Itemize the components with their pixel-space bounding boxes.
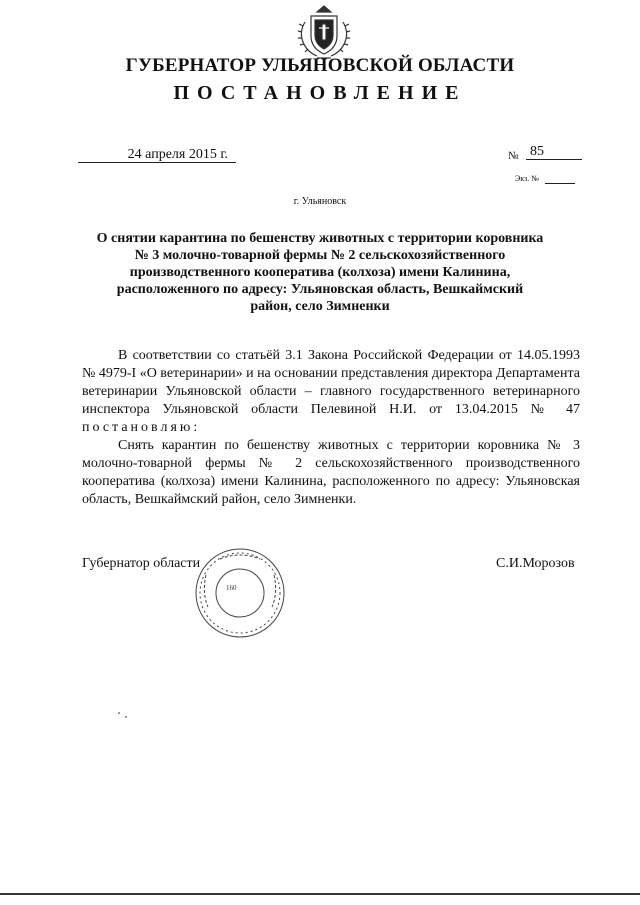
paragraph-decision: Снять карантин по бешенству животных с территории коровника № 3 молочно-товарной фермы № 2 сельскохозяйственного производственного кооператива (колхоза) имени Калинина, расположенного по адресу: Ульяновская область, Вешкаймский район, село Зимненки. <box>82 438 580 507</box>
document-subject: О снятии карантина по бешенству животных с территории коровника № 3 молочно-товарной фермы № 2 сельскохозяйственного производственного кооператива (колхоза) имени Калинина, расположенного по адресу: Ульяновская область, Вешкаймский район, село Зимненки <box>96 231 544 314</box>
page-edge-line <box>0 893 640 895</box>
scan-speck <box>118 712 120 714</box>
document-body <box>82 347 580 509</box>
decree-word: постановляю: <box>82 420 201 435</box>
signer-name: С.И.Морозов <box>496 556 575 571</box>
round-seal-icon <box>192 545 288 641</box>
paragraph-basis <box>82 347 580 437</box>
document-type: ПОСТАНОВЛЕНИЕ <box>173 82 467 104</box>
city: г. Ульяновск <box>293 196 347 207</box>
document-date: 24 апреля 2015 г. <box>78 148 236 163</box>
signer-title: Губернатор области <box>82 556 201 571</box>
basis-text: В соответствии со статьёй 3.1 Закона Российской Федерации от 14.05.1993 № 4979-I «О ветеринарии» и на основании представления директора Департамента ветеринарии Ульяновской области – главного государственного ветеринарного инспектора Ульяновской области Пелевиной Н.И. от 13.04.2015 № 47 <box>82 348 580 417</box>
copy-number-line <box>545 183 575 184</box>
copy-number-label: Экз. № <box>515 174 539 183</box>
document-number: 85 <box>526 145 582 160</box>
scan-speck <box>125 716 127 718</box>
seal-number: 160 <box>226 584 237 592</box>
number-label: № <box>508 150 519 162</box>
org-title: ГУБЕРНАТОР УЛЬЯНОВСКОЙ ОБЛАСТИ <box>125 55 515 76</box>
